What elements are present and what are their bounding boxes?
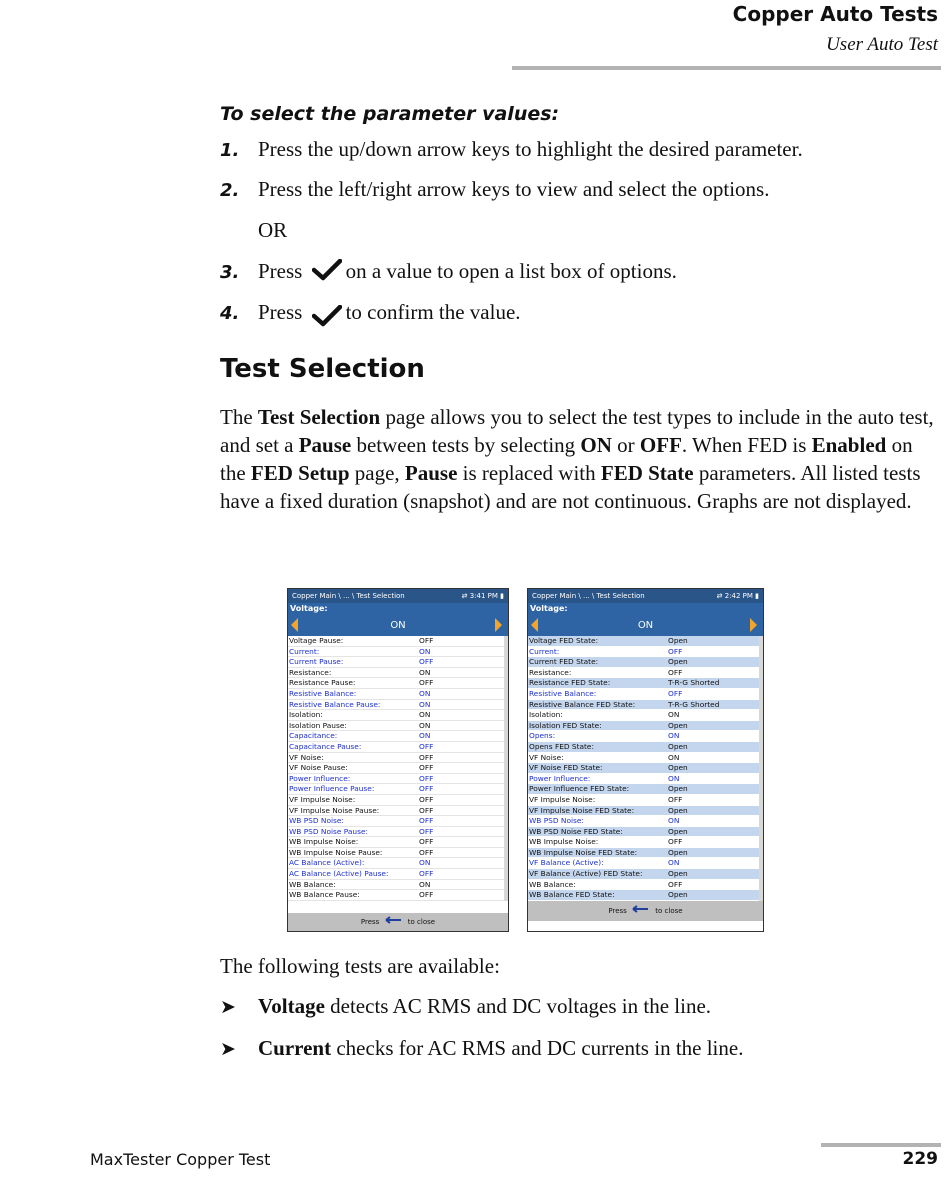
parameter-label: WB PSD Noise: xyxy=(289,816,344,826)
parameter-value: OFF xyxy=(419,869,434,879)
table-row[interactable] xyxy=(288,784,508,795)
step-number: 4. xyxy=(220,303,240,324)
step-text: Press xyxy=(258,300,303,324)
step-text: Press xyxy=(258,259,303,283)
parameter-label: Current FED State: xyxy=(529,657,599,667)
checkmark-icon xyxy=(312,259,342,287)
checkmark-icon xyxy=(312,305,342,333)
parameter-value: Open xyxy=(668,869,688,879)
section-subtitle: User Auto Test xyxy=(826,34,938,55)
table-row[interactable] xyxy=(528,774,763,785)
footer-rule xyxy=(821,1143,941,1147)
parameter-label: WB PSD Noise: xyxy=(529,816,584,826)
parameter-label: Isolation Pause: xyxy=(289,720,347,730)
parameter-value: ON xyxy=(668,710,680,720)
parameter-label: Resistance: xyxy=(529,667,572,677)
parameter-value: ON xyxy=(419,879,431,889)
parameter-value: Open xyxy=(668,826,688,836)
table-row[interactable] xyxy=(528,806,763,817)
page-number: 229 xyxy=(902,1149,938,1169)
step-text: on a value to open a list box of options. xyxy=(345,259,677,283)
parameter-label: Power Influence: xyxy=(529,773,591,783)
selected-parameter-value: ON xyxy=(390,620,406,631)
parameter-value: OFF xyxy=(419,816,434,826)
table-row[interactable] xyxy=(528,763,763,774)
parameter-value: OFF xyxy=(668,646,683,656)
clock: 2:42 PM xyxy=(724,592,753,600)
parameter-value: OFF xyxy=(419,847,434,857)
table-row[interactable] xyxy=(288,795,508,806)
parameter-value: Open xyxy=(668,763,688,773)
table-row[interactable] xyxy=(288,657,508,668)
para-text: or xyxy=(611,433,640,457)
table-row[interactable] xyxy=(528,848,763,859)
table-row[interactable] xyxy=(288,678,508,689)
parameter-label: WB Balance: xyxy=(289,879,336,889)
parameter-value: OFF xyxy=(668,879,683,889)
parameter-value: ON xyxy=(419,667,431,677)
footer-text: Press xyxy=(360,918,380,926)
breadcrumb: Copper Main \ ... \ Test Selection xyxy=(532,592,645,600)
table-row[interactable] xyxy=(528,742,763,753)
step-4 xyxy=(220,300,521,333)
table-row[interactable] xyxy=(528,657,763,668)
parameter-label: Resistive Balance FED State: xyxy=(529,699,636,709)
para-bold: FED State xyxy=(600,461,694,485)
table-row[interactable] xyxy=(288,869,508,880)
item-text: detects AC RMS and DC voltages in the line. xyxy=(324,994,712,1018)
parameter-value: OFF xyxy=(419,752,434,762)
step-number: 2. xyxy=(220,180,240,201)
footer-text: to close xyxy=(407,918,436,926)
table-row[interactable] xyxy=(288,647,508,658)
parameter-value: ON xyxy=(419,688,431,698)
para-text: is replaced with xyxy=(457,461,601,485)
step-2 xyxy=(220,177,769,202)
step-3 xyxy=(220,259,677,287)
parameter-value: ON xyxy=(419,858,431,868)
table-row[interactable] xyxy=(288,837,508,848)
procedure-title: To select the parameter values: xyxy=(220,103,560,125)
back-arrow-icon[interactable] xyxy=(385,913,403,931)
table-row[interactable] xyxy=(288,710,508,721)
table-row[interactable] xyxy=(288,816,508,827)
parameter-list xyxy=(528,636,763,901)
parameter-label: Resistance Pause: xyxy=(289,678,356,688)
para-text: page allows you to select the test types to include in the auto test, and set a xyxy=(220,405,934,457)
parameter-label: WB Impulse Noise: xyxy=(289,837,359,847)
parameter-label: AC Balance (Active) Pause: xyxy=(289,869,389,879)
parameter-value: ON xyxy=(668,731,680,741)
parameter-label: Power Influence: xyxy=(289,773,351,783)
para-text: on the xyxy=(220,433,913,485)
clock: 3:41 PM xyxy=(469,592,498,600)
parameter-value: OFF xyxy=(419,826,434,836)
table-row[interactable] xyxy=(288,721,508,732)
list-item xyxy=(220,994,711,1019)
parameter-value: Open xyxy=(668,720,688,730)
selected-parameter-label: Voltage: xyxy=(290,604,328,613)
footer-text: Press xyxy=(608,907,627,915)
parameter-label: VF Impulse Noise Pause: xyxy=(289,805,380,815)
table-row[interactable] xyxy=(288,880,508,891)
parameter-value: OFF xyxy=(668,688,683,698)
para-bold: OFF xyxy=(639,433,682,457)
screen-titlebar xyxy=(528,589,763,603)
screen-footer xyxy=(288,913,508,931)
parameter-label: VF Balance (Active) FED State: xyxy=(529,869,643,879)
para-bold: Enabled xyxy=(811,433,887,457)
para-text: . When FED is xyxy=(681,433,812,457)
parameter-label: Isolation: xyxy=(529,710,563,720)
parameter-value: OFF xyxy=(668,837,683,847)
parameter-label: Capacitance: xyxy=(289,731,338,741)
parameter-value: ON xyxy=(668,773,680,783)
sync-icon: ⇄ xyxy=(716,592,723,600)
parameter-label: Opens FED State: xyxy=(529,741,594,751)
table-row[interactable] xyxy=(288,668,508,679)
parameter-value: OFF xyxy=(668,667,683,677)
device-screen-pause xyxy=(287,588,509,932)
table-row[interactable] xyxy=(528,880,763,891)
table-row[interactable] xyxy=(288,806,508,817)
parameter-label: VF Impulse Noise: xyxy=(529,794,596,804)
selected-parameter-value: ON xyxy=(637,620,654,631)
parameter-label: Voltage FED State: xyxy=(529,636,599,645)
parameter-value: ON xyxy=(419,699,431,709)
table-row[interactable] xyxy=(288,731,508,742)
table-row[interactable] xyxy=(528,858,763,869)
parameter-value: ON xyxy=(668,816,680,826)
parameter-value: OFF xyxy=(419,784,434,794)
parameter-label: AC Balance (Active): xyxy=(289,858,365,868)
parameter-value: Open xyxy=(668,741,688,751)
arrow-bullet-icon: ➤ xyxy=(220,1038,236,1060)
table-row[interactable] xyxy=(288,858,508,869)
parameter-value: OFF xyxy=(419,636,434,645)
step-text: to confirm the value. xyxy=(345,300,521,324)
parameter-value: OFF xyxy=(419,657,434,667)
para-text: between tests by selecting xyxy=(351,433,581,457)
screen-titlebar xyxy=(288,589,508,603)
parameter-label: Opens: xyxy=(529,731,556,741)
parameter-list xyxy=(288,636,508,901)
para-bold: Test Selection xyxy=(257,405,381,429)
parameter-value: ON xyxy=(419,720,431,730)
table-row[interactable] xyxy=(528,636,763,647)
parameter-value: T-R-G Shorted xyxy=(668,699,720,709)
parameter-label: Isolation: xyxy=(289,710,323,720)
parameter-value: Open xyxy=(668,784,688,794)
step-1 xyxy=(220,137,803,162)
or-text: OR xyxy=(258,218,288,242)
parameter-label: Resistance: xyxy=(289,667,332,677)
parameter-value: OFF xyxy=(419,837,434,847)
table-row[interactable] xyxy=(528,753,763,764)
parameter-value: ON xyxy=(668,752,680,762)
table-row[interactable] xyxy=(528,816,763,827)
scrollbar[interactable] xyxy=(504,636,508,901)
scrollbar[interactable] xyxy=(759,636,763,901)
parameter-label: VF Noise: xyxy=(289,752,324,762)
parameter-label: WB Balance FED State: xyxy=(529,890,615,900)
parameter-label: Current: xyxy=(289,646,320,656)
table-row[interactable] xyxy=(528,784,763,795)
table-row[interactable] xyxy=(528,827,763,838)
table-row[interactable] xyxy=(528,689,763,700)
parameter-label: WB Impulse Noise FED State: xyxy=(529,847,638,857)
parameter-value: OFF xyxy=(419,794,434,804)
parameter-label: VF Impulse Noise: xyxy=(289,794,356,804)
table-row[interactable] xyxy=(288,753,508,764)
selected-parameter-bar[interactable] xyxy=(528,603,763,636)
parameter-value: OFF xyxy=(419,763,434,773)
parameter-value: Open xyxy=(668,657,688,667)
parameter-label: VF Noise: xyxy=(529,752,564,762)
parameter-value: ON xyxy=(419,646,431,656)
parameter-label: Capacitance Pause: xyxy=(289,741,362,751)
right-arrow-icon[interactable] xyxy=(495,618,502,632)
battery-icon: ▮ xyxy=(500,592,504,600)
breadcrumb: Copper Main \ ... \ Test Selection xyxy=(292,592,405,600)
status-area xyxy=(462,592,504,600)
chapter-title: Copper Auto Tests xyxy=(732,2,938,26)
back-arrow-icon[interactable] xyxy=(632,901,650,921)
footer-text: to close xyxy=(655,907,683,915)
parameter-label: WB Balance: xyxy=(529,879,576,889)
table-row[interactable] xyxy=(528,700,763,711)
table-row[interactable] xyxy=(288,636,508,647)
parameter-value: Open xyxy=(668,847,688,857)
parameter-value: OFF xyxy=(668,794,683,804)
step-number: 1. xyxy=(220,140,240,161)
table-row[interactable] xyxy=(288,848,508,859)
parameter-label: Power Influence Pause: xyxy=(289,784,375,794)
parameter-label: WB Impulse Noise: xyxy=(529,837,599,847)
selected-parameter-bar[interactable] xyxy=(288,603,508,636)
section-heading: Test Selection xyxy=(220,354,425,384)
table-row[interactable] xyxy=(288,742,508,753)
sync-icon: ⇄ xyxy=(461,592,468,600)
table-row[interactable] xyxy=(288,890,508,901)
item-term: Current xyxy=(258,1036,332,1060)
parameter-label: Isolation FED State: xyxy=(529,720,602,730)
parameter-value: ON xyxy=(419,731,431,741)
para-text: parameters. All listed tests have a fixed duration (snapshot) and are not continuous. Graphs are not displayed. xyxy=(220,461,921,513)
parameter-value: OFF xyxy=(419,678,434,688)
parameter-value: OFF xyxy=(419,773,434,783)
parameter-label: WB PSD Noise Pause: xyxy=(289,826,368,836)
parameter-value: OFF xyxy=(419,890,434,900)
parameter-value: ON xyxy=(419,710,431,720)
parameter-label: VF Noise FED State: xyxy=(529,763,603,773)
parameter-value: Open xyxy=(668,890,688,900)
parameter-value: Open xyxy=(668,636,688,645)
para-bold: Pause xyxy=(298,433,352,457)
item-term: Voltage xyxy=(258,994,325,1018)
table-row[interactable] xyxy=(288,700,508,711)
table-row[interactable] xyxy=(288,827,508,838)
list-item xyxy=(220,1036,743,1061)
screen-footer xyxy=(528,901,763,921)
step-text: Press the left/right arrow keys to view and select the options. xyxy=(258,177,770,201)
para-text: page, xyxy=(349,461,405,485)
item-text: checks for AC RMS and DC currents in the line. xyxy=(331,1036,744,1060)
table-row[interactable] xyxy=(288,689,508,700)
available-intro: The following tests are available: xyxy=(220,954,500,978)
table-row[interactable] xyxy=(288,763,508,774)
step-number: 3. xyxy=(220,262,240,283)
parameter-label: Power Influence FED State: xyxy=(529,784,630,794)
parameter-label: Resistive Balance: xyxy=(289,688,357,698)
parameter-label: VF Balance (Active): xyxy=(529,858,604,868)
selected-parameter-label: Voltage: xyxy=(530,604,568,613)
right-arrow-icon[interactable] xyxy=(750,618,757,632)
parameter-label: VF Noise Pause: xyxy=(289,763,348,773)
table-row[interactable] xyxy=(528,647,763,658)
table-row[interactable] xyxy=(528,668,763,679)
parameter-label: WB Impulse Noise Pause: xyxy=(289,847,383,857)
device-screen-fed-state xyxy=(527,588,764,932)
parameter-label: Resistance FED State: xyxy=(529,678,611,688)
status-area xyxy=(717,592,759,600)
table-row[interactable] xyxy=(528,678,763,689)
parameter-value: ON xyxy=(668,858,680,868)
parameter-value: OFF xyxy=(419,805,434,815)
parameter-value: T-R-G Shorted xyxy=(668,678,720,688)
parameter-label: Resistive Balance Pause: xyxy=(289,699,381,709)
table-row[interactable] xyxy=(528,837,763,848)
parameter-label: Voltage Pause: xyxy=(289,636,344,645)
table-row[interactable] xyxy=(528,731,763,742)
header-rule xyxy=(512,66,941,70)
table-row[interactable] xyxy=(528,890,763,901)
battery-icon: ▮ xyxy=(755,592,759,600)
table-row[interactable] xyxy=(528,795,763,806)
parameter-label: WB Balance Pause: xyxy=(289,890,360,900)
para-text: The xyxy=(220,405,258,429)
para-bold: FED Setup xyxy=(250,461,350,485)
parameter-label: Current Pause: xyxy=(289,657,344,667)
para-bold: ON xyxy=(580,433,612,457)
product-name: MaxTester Copper Test xyxy=(90,1150,271,1169)
parameter-label: WB PSD Noise FED State: xyxy=(529,826,623,836)
parameter-label: VF Impulse Noise FED State: xyxy=(529,805,635,815)
section-paragraph xyxy=(220,403,942,515)
para-bold: Pause xyxy=(404,461,458,485)
table-row[interactable] xyxy=(528,721,763,732)
table-row[interactable] xyxy=(288,774,508,785)
table-row[interactable] xyxy=(528,710,763,721)
parameter-value: Open xyxy=(668,805,688,815)
parameter-label: Resistive Balance: xyxy=(529,688,597,698)
table-row[interactable] xyxy=(528,869,763,880)
parameter-label: Current: xyxy=(529,646,560,656)
step-text: Press the up/down arrow keys to highlight the desired parameter. xyxy=(258,137,803,161)
arrow-bullet-icon: ➤ xyxy=(220,996,236,1018)
parameter-value: OFF xyxy=(419,741,434,751)
